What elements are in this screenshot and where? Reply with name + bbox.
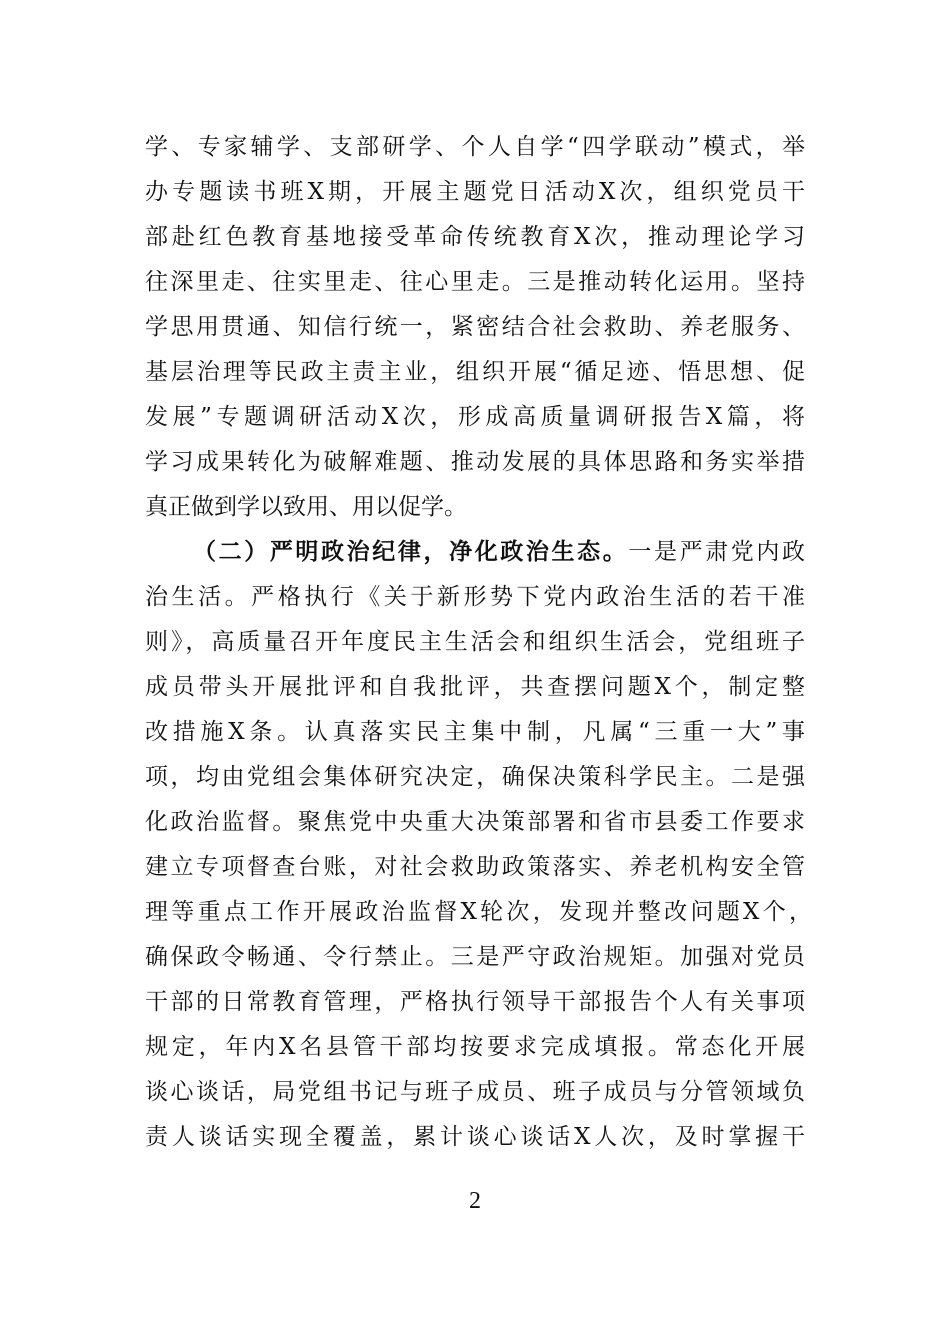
text-line: 改措施X条。认真落实民主集中制，凡属“三重一大”事 [145, 719, 805, 745]
page-number: 2 [469, 1188, 481, 1214]
text-line: 干部的日常教育管理，严格执行领导干部报告个人有关事项 [145, 989, 805, 1015]
text-line: 谈心谈话，局党组书记与班子成员、班子成员与分管领域负 [145, 1079, 805, 1105]
text-line: 确保政令畅通、令行禁止。三是严守政治规矩。加强对党员 [145, 944, 805, 970]
text-line: 基层治理等民政主责主业，组织开展“循足迹、悟思想、促 [145, 359, 805, 385]
text-line: 则》，高质量召开年度民主生活会和组织生活会，党组班子 [145, 629, 805, 655]
text-line: 部赴红色教育基地接受革命传统教育X次，推动理论学习 [145, 224, 805, 250]
text-line: 成员带头开展批评和自我批评，共查摆问题X个，制定整 [145, 674, 805, 700]
text-line: 学、专家辅学、支部研学、个人自学“四学联动”模式，举 [145, 134, 805, 160]
text-line [193, 536, 805, 568]
text-line: 建立专项督查台账，对社会救助政策落实、养老机构安全管 [145, 854, 805, 880]
text-line: 项，均由党组会集体研究决定，确保决策科学民主。二是强 [145, 764, 805, 790]
text-line: 发展”专题调研活动X次，形成高质量调研报告X篇，将 [145, 404, 805, 430]
text-line: 办专题读书班X期，开展主题党日活动X次，组织党员干 [145, 179, 805, 205]
text-line: 学思用贯通、知信行统一，紧密结合社会救助、养老服务、 [145, 314, 805, 340]
section-heading: （二）严明政治纪律，净化政治生态。 [193, 538, 629, 565]
text-line: 责人谈话实现全覆盖，累计谈心谈话X人次，及时掌握干 [145, 1124, 805, 1150]
text-line: 真正做到学以致用、用以促学。 [145, 494, 467, 520]
text-line: 治生活。严格执行《关于新形势下党内政治生活的若干准 [145, 584, 805, 610]
text-line: 化政治监督。聚焦党中央重大决策部署和省市县委工作要求 [145, 809, 805, 835]
text-run: 一是严肃党内政 [628, 539, 806, 565]
text-line: 学习成果转化为破解难题、推动发展的具体思路和务实举措 [145, 449, 805, 475]
text-line: 规定，年内X名县管干部均按要求完成填报。常态化开展 [145, 1034, 805, 1060]
text-line: 理等重点工作开展政治监督X轮次，发现并整改问题X个， [145, 899, 812, 925]
text-line: 往深里走、往实里走、往心里走。三是推动转化运用。坚持 [145, 269, 805, 295]
